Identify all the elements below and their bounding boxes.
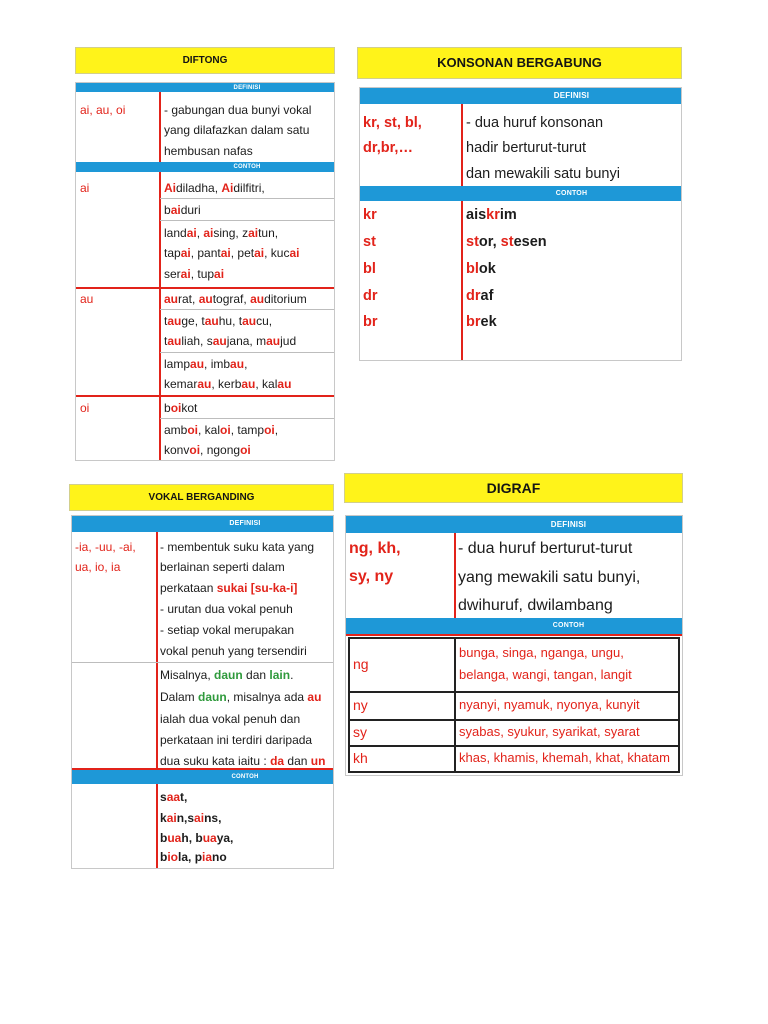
text-segment: , misalnya ada — [226, 690, 308, 704]
text-segment: s — [160, 790, 167, 804]
definition-line — [160, 557, 285, 577]
text-segment: , ngong — [200, 443, 241, 457]
group-separator — [346, 634, 682, 636]
text-segment: tograf, — [212, 292, 251, 306]
text-segment: no — [212, 850, 227, 864]
text-segment: la, p — [178, 850, 203, 864]
example-label: kr — [363, 207, 377, 223]
grid-line — [678, 637, 680, 773]
term-label: dr,br,… — [363, 140, 413, 156]
text-segment: t — [164, 314, 168, 328]
contoh-label: CONTOH — [231, 774, 259, 780]
highlight-segment: oi — [264, 423, 275, 437]
highlight-segment: ia — [202, 850, 213, 864]
highlight-segment: au — [250, 292, 265, 306]
example-word — [466, 257, 496, 281]
grid-line — [454, 637, 456, 773]
example-label: br — [363, 314, 378, 330]
example-label: st — [363, 234, 376, 250]
text-segment: jud — [280, 334, 297, 348]
text-segment: tun, — [258, 226, 279, 240]
diftong-title: DIFTONG — [182, 55, 228, 66]
highlight-segment: br — [466, 314, 481, 330]
highlight-segment: aa — [166, 790, 181, 804]
example-line: belanga, wangi, tangan, langit — [459, 667, 632, 682]
highlight-segment: ai — [186, 226, 197, 240]
text-segment: Dalam — [160, 690, 199, 704]
definition-line: - dua huruf konsonan — [466, 115, 604, 131]
vokal-title: VOKAL BERGANDING — [148, 492, 255, 503]
contoh-label: CONTOH — [555, 189, 588, 197]
example-line — [164, 441, 251, 459]
text-segment: dilfitri, — [233, 181, 265, 195]
text-segment: , — [274, 423, 279, 437]
grid-line — [348, 745, 680, 747]
definition-line: - gabungan dua bunyi vokal — [164, 103, 312, 117]
example-line — [164, 332, 296, 350]
definisi-label: DEFINISI — [550, 519, 587, 529]
highlight-segment: ai — [166, 811, 177, 825]
text-segment: - membentuk suku kata yang — [160, 540, 315, 554]
highlight-segment: oi — [189, 443, 201, 457]
definition-line — [160, 578, 297, 598]
digraf-table — [346, 516, 682, 775]
text-segment: jana, m — [226, 334, 267, 348]
highlight-segment: ai — [254, 246, 265, 260]
row-separator — [160, 220, 334, 221]
definition-line: yang mewakili satu bunyi, — [458, 569, 641, 586]
highlight-segment: Ai — [164, 181, 176, 195]
diftong-title-bar — [76, 48, 334, 73]
definisi-bar — [360, 88, 681, 104]
text-segment: b — [160, 850, 168, 864]
definition-line — [160, 641, 307, 661]
term-label: sy, ny — [349, 568, 394, 585]
text-segment: vokal penuh yang tersendiri — [160, 644, 307, 658]
example-word — [466, 230, 547, 254]
example-label: ng — [353, 656, 369, 672]
example-line — [164, 421, 278, 439]
definition-line: hadir berturut-turut — [466, 140, 587, 156]
definisi-bar — [346, 516, 682, 533]
text-segment: perkataan ini terdiri daripada — [160, 733, 313, 747]
term-label: kr, st, bl, — [363, 115, 422, 131]
grid-line — [348, 691, 680, 693]
text-segment: , imb — [204, 357, 231, 371]
text-segment: , tup — [190, 267, 215, 281]
grid-line — [348, 771, 680, 773]
text-segment: kemar — [164, 377, 198, 391]
example-label: ny — [353, 697, 368, 713]
example-line — [160, 828, 233, 848]
definition-line: hembusan nafas — [164, 144, 253, 158]
text-segment: hu, t — [218, 314, 243, 328]
contoh-bar — [72, 770, 333, 784]
group-label-oi: oi — [80, 401, 90, 415]
highlight-segment: oi — [187, 423, 199, 437]
highlight-segment: au — [164, 292, 179, 306]
text-segment: , — [244, 357, 248, 371]
highlight-segment: oi — [220, 423, 231, 437]
highlight-segment: Ai — [221, 181, 234, 195]
definition-line: dan mewakili satu bunyi — [466, 166, 620, 182]
text-segment: perkataan — [160, 581, 217, 595]
text-segment: lamp — [164, 357, 191, 371]
text-segment: ialah dua vokal penuh dan — [160, 712, 301, 726]
highlight-segment: daun — [214, 668, 243, 682]
text-segment: - setiap vokal merupakan — [160, 623, 295, 637]
highlight-segment: au — [204, 314, 219, 328]
definisi-label: DEFINISI — [553, 91, 590, 100]
vokal-title-bar — [70, 485, 333, 510]
highlight-segment: ai — [214, 267, 225, 281]
text-segment: konv — [164, 443, 190, 457]
term-label: ua, io, ia — [75, 560, 121, 574]
highlight-segment: io — [167, 850, 179, 864]
highlight-segment: lain — [269, 668, 291, 682]
example-label: bl — [363, 261, 376, 277]
highlight-segment: au — [266, 334, 281, 348]
highlight-segment: au — [212, 334, 227, 348]
group-label-ai: ai — [80, 181, 90, 195]
example-line — [164, 375, 291, 393]
text-segment: tap — [164, 246, 181, 260]
text-segment: esen — [513, 234, 547, 250]
example-line — [164, 201, 201, 219]
definisi-label: DEFINISI — [233, 84, 261, 91]
text-segment: , pet — [230, 246, 255, 260]
text-segment: ok — [478, 261, 496, 277]
definition-line: yang dilafazkan dalam satu — [164, 123, 310, 137]
row-separator — [160, 352, 334, 353]
text-segment: ya, — [216, 831, 234, 845]
column-divider — [156, 532, 158, 868]
example-line: khas, khamis, khemah, khat, khatam — [459, 750, 670, 765]
highlight-segment: au — [198, 292, 213, 306]
definisi-bar — [72, 516, 333, 532]
highlight-segment: st — [466, 234, 479, 250]
example-word — [466, 310, 497, 334]
row-separator — [72, 662, 333, 663]
definition-line — [160, 620, 294, 640]
example-line: nyanyi, nyamuk, nyonya, kunyit — [459, 697, 640, 712]
definition-line — [160, 537, 314, 557]
term-label: ng, kh, — [349, 540, 401, 557]
highlight-segment: ai — [180, 267, 191, 281]
highlight-segment: ai — [289, 246, 300, 260]
term-label: ai, au, oi — [80, 103, 126, 117]
contoh-label: CONTOH — [552, 622, 585, 629]
text-segment: b — [160, 831, 168, 845]
text-segment: , pant — [190, 246, 221, 260]
explanation-line — [160, 665, 293, 685]
row-separator — [160, 418, 334, 419]
example-word — [466, 203, 517, 227]
text-segment: ditorium — [264, 292, 307, 306]
highlight-segment: oi — [170, 401, 182, 415]
example-line: syabas, syukur, syarikat, syarat — [459, 724, 640, 739]
text-segment: , tamp — [230, 423, 265, 437]
highlight-segment: ua — [202, 831, 217, 845]
example-line — [164, 224, 278, 242]
example-label: sy — [353, 724, 367, 740]
text-segment: , — [196, 226, 204, 240]
column-divider — [159, 92, 161, 460]
highlight-segment: au — [241, 377, 256, 391]
text-segment: amb — [164, 423, 188, 437]
text-segment: n,s — [176, 811, 195, 825]
highlight-segment: oi — [240, 443, 251, 457]
example-line — [164, 290, 307, 308]
contoh-bar — [360, 186, 681, 201]
row-separator — [160, 198, 334, 199]
text-segment: duri — [180, 203, 201, 217]
text-segment: ge, t — [181, 314, 205, 328]
highlight-segment: au — [167, 314, 182, 328]
example-line — [160, 847, 227, 867]
text-segment: , kal — [198, 423, 221, 437]
vokal-table — [72, 516, 333, 868]
highlight-segment: ai — [180, 246, 191, 260]
highlight-segment: au — [307, 690, 322, 704]
highlight-segment: ai — [170, 203, 181, 217]
grid-line — [348, 719, 680, 721]
contoh-label: CONTOH — [233, 164, 261, 170]
konsonan-table — [360, 88, 681, 360]
text-segment: ns, — [204, 811, 222, 825]
highlight-segment: ai — [194, 811, 205, 825]
example-line — [164, 179, 265, 197]
highlight-segment: daun — [198, 690, 227, 704]
explanation-line — [160, 709, 300, 729]
example-line — [160, 808, 221, 828]
digraf-title-bar — [345, 474, 682, 502]
highlight-segment: au — [230, 357, 245, 371]
text-segment: rat, — [178, 292, 199, 306]
highlight-segment: au — [277, 377, 292, 391]
highlight-segment: au — [167, 334, 182, 348]
text-segment: cu, — [256, 314, 273, 328]
highlight-segment: ai — [220, 246, 231, 260]
konsonan-title: KONSONAN BERGABUNG — [437, 55, 602, 70]
contoh-bar — [346, 618, 682, 634]
grid-line — [348, 637, 680, 639]
text-segment: berlainan seperti dalam — [160, 560, 285, 574]
explanation-line — [160, 730, 312, 750]
text-segment: t, — [180, 790, 188, 804]
highlight-segment: au — [190, 357, 205, 371]
group-separator — [76, 287, 334, 289]
definisi-bar — [76, 83, 334, 92]
term-label: -ia, -uu, -ai, — [75, 540, 136, 554]
text-segment: . — [290, 668, 294, 682]
text-segment: liah, s — [181, 334, 213, 348]
text-segment: k — [160, 811, 167, 825]
digraf-title: DIGRAF — [486, 480, 541, 496]
text-segment: b — [164, 203, 171, 217]
group-separator — [76, 395, 334, 397]
example-word — [466, 284, 493, 308]
highlight-segment: dr — [466, 288, 481, 304]
text-segment: sing, z — [213, 226, 249, 240]
grid-line — [348, 637, 350, 773]
definition-line — [160, 599, 293, 619]
text-segment: t — [164, 334, 168, 348]
highlight-segment: sukai [su-ka-i] — [216, 581, 298, 595]
contoh-bar — [76, 162, 334, 172]
text-segment: , kuc — [264, 246, 290, 260]
text-segment: , kal — [255, 377, 278, 391]
highlight-segment: ua — [167, 831, 182, 845]
example-label: kh — [353, 750, 368, 766]
text-segment: , kerb — [211, 377, 242, 391]
text-segment: ser — [164, 267, 181, 281]
column-divider — [454, 533, 456, 618]
text-segment: af — [480, 288, 494, 304]
example-line — [164, 265, 224, 283]
text-segment: - urutan dua vokal penuh — [160, 602, 293, 616]
explanation-line — [160, 687, 321, 707]
text-segment: dua suku kata iaitu : — [160, 754, 271, 768]
highlight-segment: ai — [203, 226, 214, 240]
highlight-segment: au — [242, 314, 257, 328]
highlight-segment: da — [270, 754, 285, 768]
text-segment: im — [499, 207, 517, 223]
highlight-segment: kr — [486, 207, 500, 223]
text-segment: ek — [480, 314, 497, 330]
definition-line: - dua huruf berturut-turut — [458, 540, 633, 557]
text-segment: b — [164, 401, 171, 415]
example-line — [160, 787, 187, 807]
text-segment: land — [164, 226, 187, 240]
example-line — [164, 355, 247, 373]
diftong-table — [76, 83, 334, 460]
example-line: bunga, singa, nganga, ungu, — [459, 645, 624, 660]
definisi-label: DEFINISI — [229, 520, 261, 527]
group-label-au: au — [80, 292, 94, 306]
highlight-segment: bl — [466, 261, 479, 277]
text-segment: diladha, — [176, 181, 222, 195]
text-segment: Misalnya, — [160, 668, 215, 682]
highlight-segment: st — [500, 234, 514, 250]
highlight-segment: un — [310, 754, 326, 768]
text-segment: dan — [242, 668, 270, 682]
example-line — [164, 399, 197, 417]
konsonan-title-bar — [358, 48, 681, 78]
highlight-segment: ai — [248, 226, 259, 240]
example-line — [164, 312, 272, 330]
definition-line: dwihuruf, dwilambang — [458, 597, 613, 614]
text-segment: or, — [478, 234, 501, 250]
highlight-segment: au — [197, 377, 212, 391]
column-divider — [461, 104, 463, 360]
text-segment: dan — [284, 754, 311, 768]
example-line — [164, 244, 299, 262]
text-segment: ais — [466, 207, 487, 223]
example-label: dr — [363, 288, 378, 304]
row-separator — [160, 309, 334, 310]
text-segment: h, b — [181, 831, 203, 845]
text-segment: kot — [181, 401, 198, 415]
